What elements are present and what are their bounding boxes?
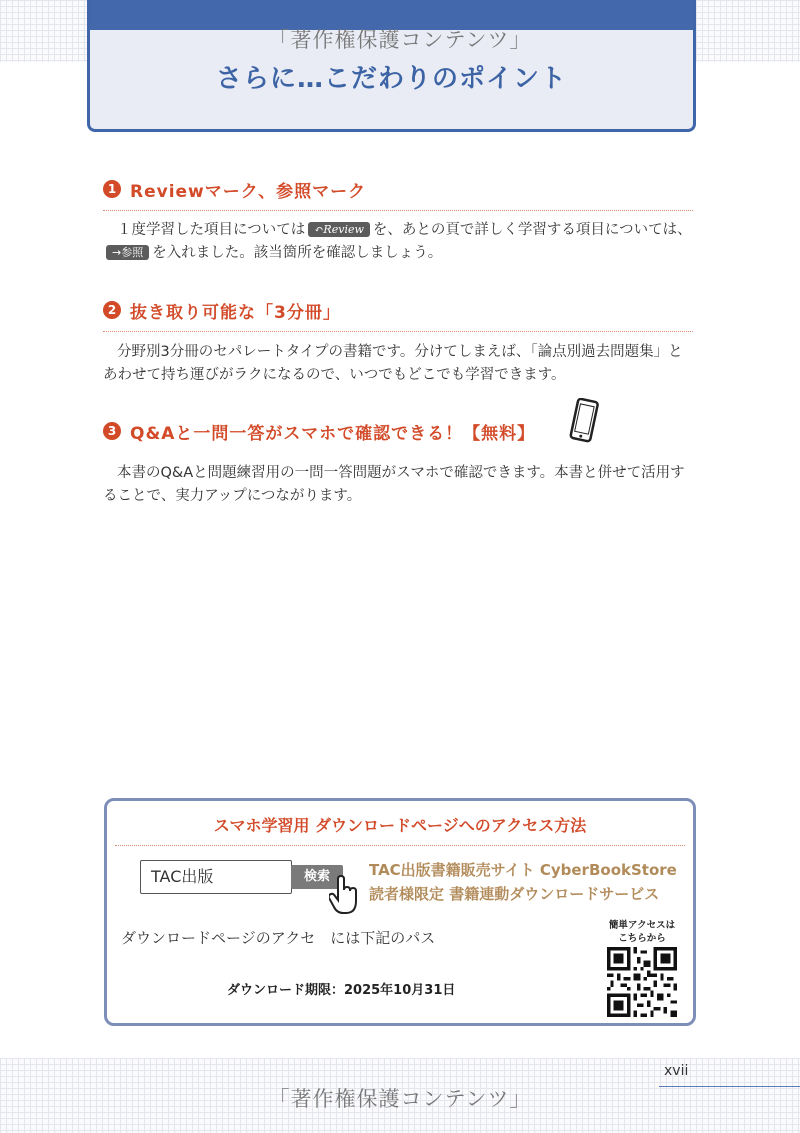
qr-caption-line2: こちらから (618, 933, 666, 944)
section-1-number: 1 (103, 180, 121, 198)
section-3-number: 3 (103, 422, 121, 440)
hand-cursor-icon (329, 875, 359, 915)
site-service-line: 読者様限定 書籍連動ダウンロードサービス (369, 885, 660, 903)
download-rule (115, 845, 685, 846)
section-2-text (103, 341, 695, 387)
section-3-heading (103, 418, 535, 444)
section-1-text (103, 219, 695, 265)
download-deadline: ダウンロード期限：2025年10月31日 (227, 983, 456, 998)
section-1-text-a: １度学習した項目については (117, 222, 306, 238)
section-2-number: 2 (103, 301, 121, 319)
search-input[interactable]: TAC出版 (140, 860, 292, 894)
watermark-top: 「著作権保護コンテンツ」 (268, 28, 532, 52)
review-mark-badge: ↶Review (308, 222, 370, 237)
section-3-text (103, 462, 695, 508)
smartphone-icon (567, 398, 601, 444)
header-box (87, 0, 696, 132)
section-1-heading (103, 176, 366, 202)
download-info-box (104, 798, 696, 1026)
section-2-title: 抜き取り可能な「3分冊」 (130, 302, 341, 323)
page-number: xvii (664, 1063, 689, 1079)
section-1-text-b: を、あとの頁で詳しく学習する項目については、 (372, 222, 692, 238)
section-2-text-body: 分野別3分冊のセパレートタイプの書籍です。分けてしまえば、「論点別過去問題集」とあわせて持ち運びがラクになるので、いつでもどこでも学習できます。 (103, 344, 683, 383)
section-1-rule (103, 210, 693, 211)
site-name-line[interactable]: TAC出版書籍販売サイト CyberBookStore (369, 861, 677, 879)
access-instructions: ダウンロードページのアクセ には下記のパス (121, 929, 436, 947)
section-2-rule (103, 331, 693, 332)
download-title: スマホ学習用 ダウンロードページへのアクセス方法 (213, 816, 587, 835)
section-3-title: Q&Aと一問一答がスマホで確認できる！【無料】 (130, 423, 536, 444)
qr-caption (597, 919, 687, 945)
section-2-heading (103, 297, 341, 323)
search-button[interactable]: 検索 (291, 865, 343, 889)
section-1-title: Reviewマーク、参照マーク (130, 181, 367, 202)
section-1-text-c: を入れました。該当箇所を確認しましょう。 (152, 245, 443, 261)
qr-caption-line1: 簡単アクセスは (608, 920, 676, 931)
page-title: さらに…こだわりのポイント (215, 64, 567, 94)
qr-code-icon[interactable] (607, 947, 677, 1017)
watermark-bottom: 「著作権保護コンテンツ」 (268, 1087, 532, 1111)
section-3-text-body: 本書のQ&Aと問題練習用の一問一答問題がスマホで確認できます。本書と併せて活用することで、実力アップにつながります。 (103, 465, 685, 504)
reference-mark-badge: →参照 (106, 245, 149, 260)
